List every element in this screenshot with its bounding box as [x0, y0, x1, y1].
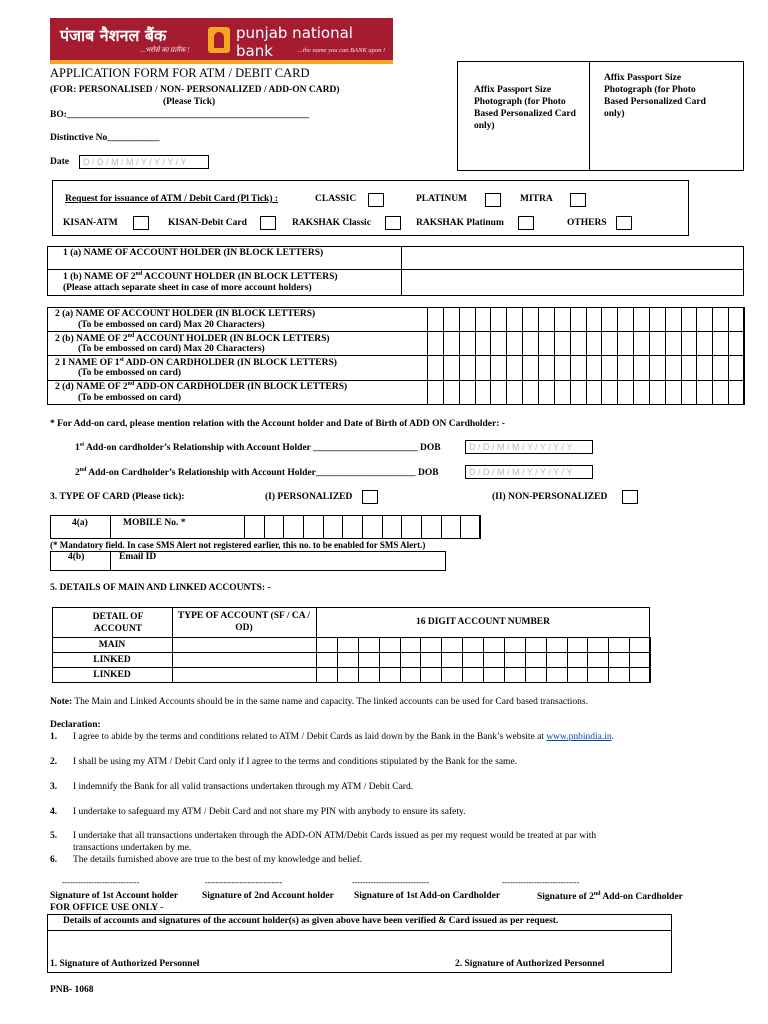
grid-divider — [480, 515, 481, 539]
signature-line-2[interactable]: ----------------------------- — [205, 878, 283, 887]
grid-divider — [546, 637, 547, 683]
non-personalized-checkbox[interactable] — [622, 490, 638, 504]
grid-divider — [475, 307, 476, 405]
grid-divider — [483, 637, 484, 683]
signature-line-3[interactable]: ----------------------------- — [352, 878, 430, 887]
declaration-num-2: 2. — [50, 757, 58, 767]
signature-3-label: Signature of 1st Add-on Cardholder — [354, 891, 501, 901]
option-rakshak-classic-label: RAKSHAK Classic — [292, 218, 371, 228]
option-rakshak-classic-checkbox[interactable] — [385, 216, 401, 230]
grid-divider — [712, 307, 713, 405]
option-others-label: OTHERS — [567, 218, 607, 228]
personalized-label: (I) PERSONALIZED — [265, 492, 353, 502]
office-verification-text: Details of accounts and signatures of the account holder(s) as given above have been verified & Card issued as per request. — [63, 916, 559, 926]
name-1a-label: 1 (a) NAME OF ACCOUNT HOLDER (IN BLOCK LETTERS) — [63, 248, 324, 258]
declaration-heading: Declaration: — [50, 720, 101, 730]
option-platinum-label: PLATINUM — [416, 194, 468, 204]
grid-divider — [362, 515, 363, 539]
declaration-item-5: I undertake that all transactions undertaken through the ADD-ON ATM/Debit Cards issued as per my request would be treated at par with — [73, 831, 597, 841]
email-num: 4(b) — [68, 552, 85, 562]
email-input[interactable] — [170, 552, 444, 570]
please-tick-note: (Please Tick) — [163, 97, 216, 107]
grid-divider — [617, 307, 618, 405]
grid-divider — [587, 637, 588, 683]
form-code: PNB- 1068 — [50, 985, 94, 995]
grid-divider — [586, 307, 587, 405]
name-2a-label: 2 (a) NAME OF ACCOUNT HOLDER (IN BLOCK LETTERS) — [55, 309, 316, 319]
grid-divider — [337, 637, 338, 683]
distinctive-number-field[interactable]: Distinctive No___________ — [50, 133, 160, 143]
grid-divider — [420, 637, 421, 683]
option-mitra-checkbox[interactable] — [570, 193, 586, 207]
signature-1-label: Signature of 1st Account holder — [50, 891, 179, 901]
pnb-emblem-icon — [208, 27, 230, 53]
col-16-digit-account-number: 16 DIGIT ACCOUNT NUMBER — [416, 617, 550, 627]
declaration-num-3: 3. — [50, 782, 58, 792]
grid-divider — [459, 307, 460, 405]
card-request-label: Request for issuance of ATM / Debit Card (Pl Tick) : — [65, 194, 279, 204]
grid-divider — [650, 637, 651, 683]
name-1a-input[interactable] — [402, 247, 743, 269]
grid-divider — [601, 307, 602, 405]
grid-divider — [244, 515, 245, 539]
addon-1-dob-input[interactable]: D / D / M / M / Y / Y / Y / Y — [465, 440, 593, 454]
grid-divider — [490, 307, 491, 405]
option-kisan-atm-checkbox[interactable] — [133, 216, 149, 230]
grid-divider — [525, 637, 526, 683]
col-type-of-account: TYPE OF ACCOUNT (SF / CA / OD) — [177, 611, 311, 633]
email-label: Email ID — [119, 552, 157, 562]
grid-divider — [316, 637, 317, 683]
grid-divider — [401, 515, 402, 539]
option-kisan-debit-checkbox[interactable] — [260, 216, 276, 230]
accounts-note: Note: The Main and Linked Accounts should be in the same name and capacity. The linked accounts can be used for Card based transactions. — [50, 697, 588, 707]
grid-divider — [400, 637, 401, 683]
grid-divider — [323, 515, 324, 539]
grid-divider — [744, 307, 745, 405]
name-1b-label: 1 (b) NAME OF 2nd ACCOUNT HOLDER (IN BLOCK LETTERS) — [63, 271, 338, 283]
option-others-checkbox[interactable] — [616, 216, 632, 230]
option-platinum-checkbox[interactable] — [485, 193, 501, 207]
name-2a-note: (To be embossed on card) Max 20 Characters) — [78, 320, 265, 330]
addon-2-dob-input[interactable]: D / D / M / M / Y / Y / Y / Y — [465, 465, 593, 479]
name-1b-note: (Please attach separate sheet in case of more account holders) — [63, 283, 312, 293]
grid-divider — [441, 515, 442, 539]
grid-divider — [696, 307, 697, 405]
grid-divider — [382, 515, 383, 539]
personalized-checkbox[interactable] — [362, 490, 378, 504]
date-input[interactable]: D / D / M / M / Y / Y / Y / Y — [79, 155, 209, 169]
mobile-num: 4(a) — [72, 518, 88, 528]
name-2c-note: (To be embossed on card) — [78, 368, 182, 378]
grid-divider — [460, 515, 461, 539]
mobile-note: (* Mandatory field. In case SMS Alert not registered earlier, this no. to be enabled for SMS Alert.) — [50, 540, 426, 550]
declaration-num-5: 5. — [50, 831, 58, 841]
signature-4-label: Signature of 2nd Add-on Cardholder — [537, 891, 683, 903]
signature-line-4[interactable]: ----------------------------- — [502, 878, 580, 887]
grid-divider — [504, 637, 505, 683]
grid-divider — [570, 307, 571, 405]
row-linked-2: LINKED — [93, 670, 131, 680]
grid-divider — [522, 307, 523, 405]
option-rakshak-platinum-checkbox[interactable] — [518, 216, 534, 230]
authorized-signature-2[interactable]: 2. Signature of Authorized Personnel — [455, 959, 605, 969]
addon-2-relationship-field[interactable]: 2nd Add-on Cardholder’s Relationship with Account Holder_____________________ DOB — [75, 467, 439, 479]
photo-box-2[interactable]: Affix Passport Size Photograph (for Photo Based Personalized Card only) — [604, 73, 706, 119]
grid-divider — [538, 307, 539, 405]
logo-hindi-name: पंजाब नैशनल बैंक — [60, 26, 167, 45]
form-subtitle: (FOR: PERSONALISED / NON- PERSONALIZED / ADD-ON CARD) — [50, 85, 340, 95]
grid-divider — [665, 307, 666, 405]
option-kisan-debit-label: KISAN-Debit Card — [168, 218, 247, 228]
grid-divider — [506, 307, 507, 405]
photo-box-1[interactable]: Affix Passport Size Photograph (for Photo Based Personalized Card only) — [474, 85, 576, 131]
declaration-item-5-line2: transactions undertaken by me. — [73, 843, 192, 853]
option-mitra-label: MITRA — [520, 194, 553, 204]
grid-divider — [649, 307, 650, 405]
declaration-item-1: I agree to abide by the terms and conditions related to ATM / Debit Cards as laid down by the Bank in the Bank’s website at www.pnbindia.in. — [73, 732, 615, 742]
declaration-item-3: I indemnify the Bank for all valid transactions undertaken through my ATM / Debit Card. — [73, 782, 414, 792]
signature-line-1[interactable]: ----------------------------- — [62, 878, 140, 887]
grid-divider — [629, 637, 630, 683]
declaration-num-1: 1. — [50, 732, 58, 742]
date-label: Date — [50, 157, 69, 167]
addon-note: * For Add-on card, please mention relation with the Account holder and Date of Birth of ADD ON Cardholder: - — [50, 419, 505, 429]
grid-divider — [728, 307, 729, 405]
row-main: MAIN — [98, 640, 126, 650]
grid-divider — [379, 637, 380, 683]
office-use-label: FOR OFFICE USE ONLY - — [50, 903, 164, 913]
name-2d-note: (To be embossed on card) — [78, 393, 182, 403]
card-type-label: 3. TYPE OF CARD (Please tick): — [50, 492, 185, 502]
signature-2-label: Signature of 2nd Account holder — [202, 891, 334, 901]
grid-divider — [681, 307, 682, 405]
bo-field[interactable]: BO:___________________________________________________ — [50, 110, 310, 120]
bank-logo — [50, 18, 393, 64]
grid-divider — [342, 515, 343, 539]
row-linked-1: LINKED — [93, 655, 131, 665]
grid-divider — [443, 307, 444, 405]
name-2b-note: (To be embossed on card) Max 20 Characters) — [78, 344, 265, 354]
option-kisan-atm-label: KISAN-ATM — [63, 218, 118, 228]
form-title: APPLICATION FORM FOR ATM / DEBIT CARD — [50, 66, 310, 80]
grid-divider — [303, 515, 304, 539]
grid-divider — [462, 637, 463, 683]
logo-english-tagline: ...the name you can BANK upon ! — [298, 47, 386, 54]
grid-divider — [554, 307, 555, 405]
grid-divider — [421, 515, 422, 539]
option-classic-label: CLASSIC — [315, 194, 357, 204]
addon-1-relationship-field[interactable]: 1st Add-on cardholder’s Relationship with Account Holder ______________________ DOB — [75, 442, 441, 454]
authorized-signature-1[interactable]: 1. Signature of Authorized Personnel — [50, 959, 200, 969]
mobile-label: MOBILE No. * — [123, 518, 186, 528]
logo-hindi-tagline: ...भरोसे का प्रतीक ! — [140, 46, 190, 54]
grid-divider — [358, 637, 359, 683]
option-classic-checkbox[interactable] — [368, 193, 384, 207]
grid-divider — [608, 637, 609, 683]
name-2d-label: 2 (d) NAME OF 2nd ADD-ON CARDHOLDER (IN BLOCK LETTERS) — [55, 381, 348, 393]
declaration-num-4: 4. — [50, 807, 58, 817]
col-detail-of-account: DETAIL OF ACCOUNT — [92, 612, 144, 634]
grid-divider — [283, 515, 284, 539]
name-2c-label: 2 I NAME OF 1st ADD-ON CARDHOLDER (IN BLOCK LETTERS) — [55, 357, 337, 369]
grid-divider — [264, 515, 265, 539]
grid-divider — [427, 307, 428, 405]
declaration-item-6: The details furnished above are true to the best of my knowledge and belief. — [73, 855, 363, 865]
grid-divider — [441, 637, 442, 683]
logo-english-name: punjab national bank — [236, 24, 353, 60]
name-1b-input[interactable] — [402, 270, 743, 295]
declaration-item-2: I shall be using my ATM / Debit Card only if I agree to the terms and conditions stipulated by the Bank for the same. — [73, 757, 518, 767]
declaration-num-6: 6. — [50, 855, 58, 865]
accounts-heading: 5. DETAILS OF MAIN AND LINKED ACCOUNTS: - — [50, 583, 271, 593]
name-2b-label: 2 (b) NAME OF 2nd ACCOUNT HOLDER (IN BLOCK LETTERS) — [55, 333, 330, 345]
pnb-website-link[interactable]: www.pnbindia.in — [546, 732, 612, 742]
option-rakshak-platinum-label: RAKSHAK Platinum — [416, 218, 504, 228]
grid-divider — [567, 637, 568, 683]
non-personalized-label: (II) NON-PERSONALIZED — [492, 492, 608, 502]
mobile-row — [50, 515, 480, 539]
grid-divider — [633, 307, 634, 405]
declaration-item-4: I undertake to safeguard my ATM / Debit Card and not share my PIN with anybody to ensure its safety. — [73, 807, 466, 817]
